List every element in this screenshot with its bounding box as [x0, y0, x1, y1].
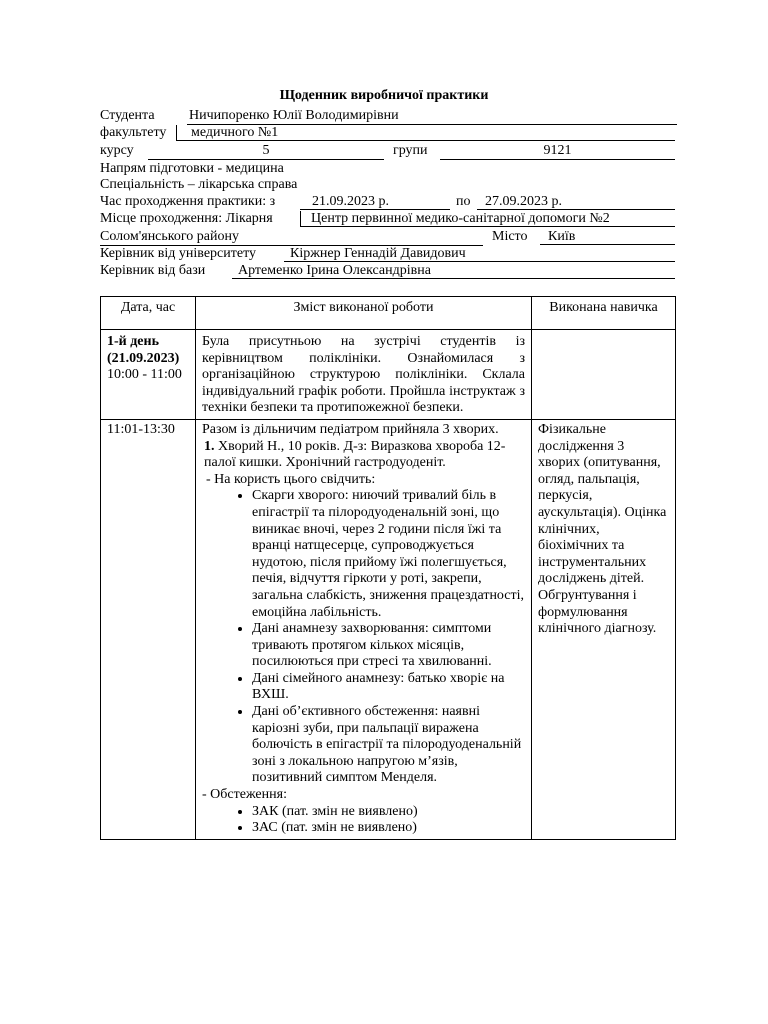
period-to-label: по — [456, 194, 471, 209]
evidence-list — [202, 488, 525, 787]
row2-skill: Фізикальне дослідження 3 хворих (опитування, огляд, пальпація, перкусія, аускультація). Оцінка клінічних, біохімічних та інструментальних досліджень дітей. Обгрунтування і формулювання клінічного діагнозу. — [532, 419, 676, 839]
faculty-value: медичного №1 — [176, 125, 675, 141]
exam-label: - Обстеження: — [202, 787, 287, 803]
row1-date-cell — [101, 330, 196, 420]
base-supervisor-value: Артеменко Ірина Олександрівна — [232, 263, 675, 279]
col-date-header: Дата, час — [101, 297, 196, 330]
row1-work: Була присутньою на зустрічі студентів із керівництвом поліклініки. Ознайомилася з організаційною структурою поліклініки. Склала індивідуальний графік роботи. Пройшла інструктаж з техніки безпеки та протипожежної безпеки. — [196, 330, 532, 420]
list-item: • Дані анамнезу захворювання: симптоми тривають протягом кількох місяців, посилюються при стресі та хвилюванні. — [252, 621, 525, 671]
direction: Напрям підготовки - медицина — [100, 161, 284, 176]
place-value: Центр первинної медико-санітарної допомоги №2 — [300, 211, 675, 227]
district: Солом'янського району — [100, 229, 483, 246]
row2-time: 11:01-13:30 — [101, 419, 196, 839]
period-from: 21.09.2023 р. — [300, 194, 450, 210]
period-label: Час проходження практики: з — [100, 194, 276, 209]
univ-supervisor-label: Керівник від університету — [100, 246, 257, 261]
page-title: Щоденник виробничої практики — [279, 88, 489, 103]
specialty: Спеціальність – лікарська справа — [100, 177, 298, 192]
row2-patient — [202, 439, 525, 472]
evidence-label: - На користь цього свідчить: — [206, 471, 376, 487]
diary-table — [100, 296, 676, 840]
univ-supervisor-value: Кіржнер Геннадій Давидович — [284, 246, 675, 262]
city-label: Місто — [492, 229, 528, 244]
list-item: • ЗАС (пат. змін не виявлено) — [252, 820, 525, 837]
student-label: Студента — [100, 108, 155, 123]
patient-number: 1. — [204, 438, 215, 454]
place-label: Місце проходження: Лікарня — [100, 211, 273, 226]
col-work-header: Зміст виконаної роботи — [196, 297, 532, 330]
list-item: • ЗАК (пат. змін не виявлено) — [252, 804, 525, 821]
base-supervisor-label: Керівник від бази — [100, 263, 206, 278]
list-item: • Дані об’єктивного обстеження: наявні каріозні зуби, при пальпації виражена болючість в епігастрії та пілородуоденальній зоні з локальною напругою м’язів, позитивний симптом Менделя. — [252, 704, 525, 787]
course-value: 5 — [148, 143, 384, 160]
row2-work-cell — [196, 419, 532, 839]
col-skill-header: Виконана навичка — [532, 297, 676, 330]
table-row — [101, 419, 676, 839]
list-item: • Дані сімейного анамнезу: батько хворіє на ВХШ. — [252, 671, 525, 704]
student-value: Ничипоренко Юлії Володимирівни — [187, 108, 677, 125]
row1-skill — [532, 330, 676, 420]
period-to: 27.09.2023 р. — [477, 194, 675, 210]
row1-time: 10:00 - 11:00 — [107, 367, 182, 383]
course-label: курсу — [100, 143, 134, 158]
patient-text: Хворий Н., 10 років. Д-з: Виразкова хвороба 12-палої кишки. Хронічний гастродуоденіт. — [204, 438, 506, 471]
table-row — [101, 330, 676, 420]
row1-day: 1-й день — [107, 334, 159, 349]
row2-intro: Разом із дільничим педіатром прийняла 3 хворих. — [202, 421, 499, 437]
exam-list — [202, 804, 525, 837]
faculty-label: факультету — [100, 125, 167, 140]
city-value: Київ — [540, 229, 675, 245]
table-header-row — [101, 297, 676, 330]
group-label: групи — [393, 143, 428, 158]
row1-date: (21.09.2023) — [107, 350, 180, 366]
group-value: 9121 — [440, 143, 675, 160]
list-item: • Скарги хворого: ниючий тривалий біль в епігастрії та пілородуоденальній зоні, що виникає вночі, через 2 години після їжі та вранці натщесерце, супроводжується нудотою, після прийому їжі полегшується, печія, відчуття гіркоти у роті, закрепи, загальна слабкість, зниження працездатності, емоційна лабільність. — [252, 488, 525, 621]
